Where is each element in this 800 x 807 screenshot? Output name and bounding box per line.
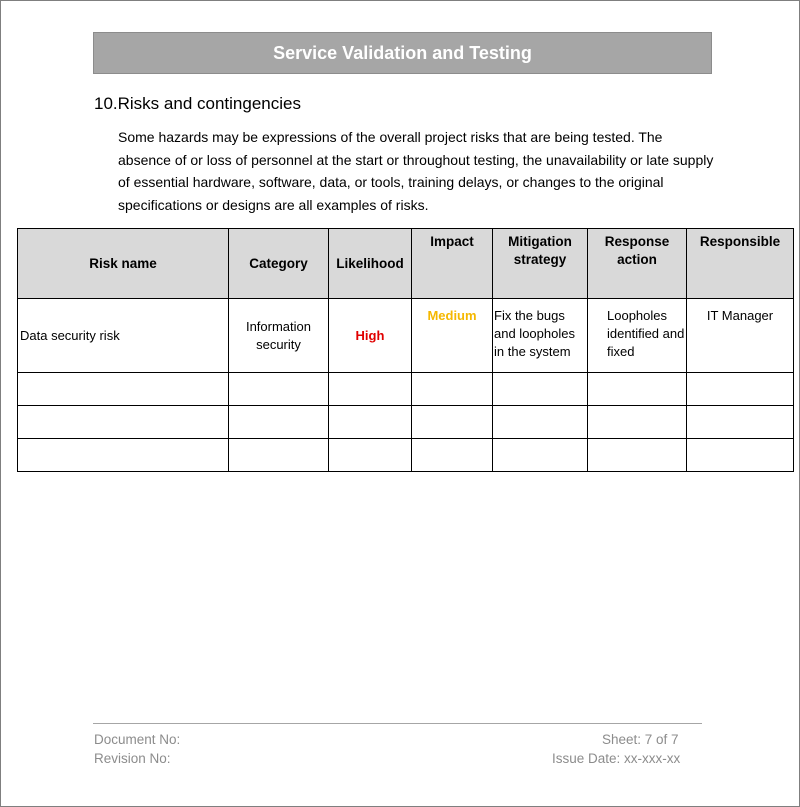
empty-cell	[229, 439, 329, 472]
footer-sheet: Sheet: 7 of 7	[602, 732, 679, 747]
empty-cell	[412, 373, 493, 406]
footer-issue-date: Issue Date: xx-xxx-xx	[552, 751, 681, 766]
empty-cell	[493, 406, 588, 439]
cell-likelihood: High	[329, 299, 412, 373]
empty-cell	[588, 406, 687, 439]
empty-cell	[687, 406, 794, 439]
empty-cell	[493, 439, 588, 472]
document-title-bar	[93, 32, 712, 74]
cell-risk-name: Data security risk	[18, 299, 229, 373]
empty-cell	[329, 439, 412, 472]
cell-responsible: IT Manager	[687, 299, 794, 373]
table-row-empty	[18, 439, 794, 472]
risk-table	[17, 228, 794, 472]
empty-cell	[229, 373, 329, 406]
table-row-empty	[18, 406, 794, 439]
empty-cell	[687, 373, 794, 406]
footer-divider	[93, 723, 702, 724]
empty-cell	[588, 373, 687, 406]
column-header-category: Category	[229, 229, 329, 299]
empty-cell	[229, 406, 329, 439]
empty-cell	[412, 439, 493, 472]
column-header-risk-name: Risk name	[18, 229, 229, 299]
empty-cell	[329, 373, 412, 406]
cell-impact: Medium	[412, 299, 493, 373]
document-title: Service Validation and Testing	[273, 42, 532, 63]
empty-cell	[493, 373, 588, 406]
empty-cell	[18, 439, 229, 472]
section-heading: 10.Risks and contingencies	[94, 94, 301, 113]
empty-cell	[18, 406, 229, 439]
cell-mitigation-strategy: Fix the bugs and loopholes in the system	[493, 299, 588, 373]
empty-cell	[687, 439, 794, 472]
empty-cell	[329, 406, 412, 439]
empty-cell	[412, 406, 493, 439]
column-header-likelihood: Likelihood	[329, 229, 412, 299]
table-row	[18, 299, 794, 373]
empty-cell	[18, 373, 229, 406]
section-paragraph: Some hazards may be expressions of the overall project risks that are being tested. The absence of or loss of personnel at the start or throughout testing, the unavailability or late supply of essential hardware, software, data, or tools, training delays, or changes to the original specifications or designs are all examples of risks.	[118, 129, 714, 213]
column-header-response-action: Response action	[588, 229, 687, 299]
column-header-impact: Impact	[412, 229, 493, 299]
cell-response-action: Loopholes identified and fixed	[588, 299, 687, 373]
cell-category: Information security	[229, 299, 329, 373]
footer-revision-no: Revision No:	[94, 751, 171, 766]
column-header-responsible: Responsible	[687, 229, 794, 299]
table-row-empty	[18, 373, 794, 406]
footer-document-no: Document No:	[94, 732, 181, 747]
table-header-row	[18, 229, 794, 299]
column-header-mitigation-strategy: Mitigation strategy	[493, 229, 588, 299]
empty-cell	[588, 439, 687, 472]
